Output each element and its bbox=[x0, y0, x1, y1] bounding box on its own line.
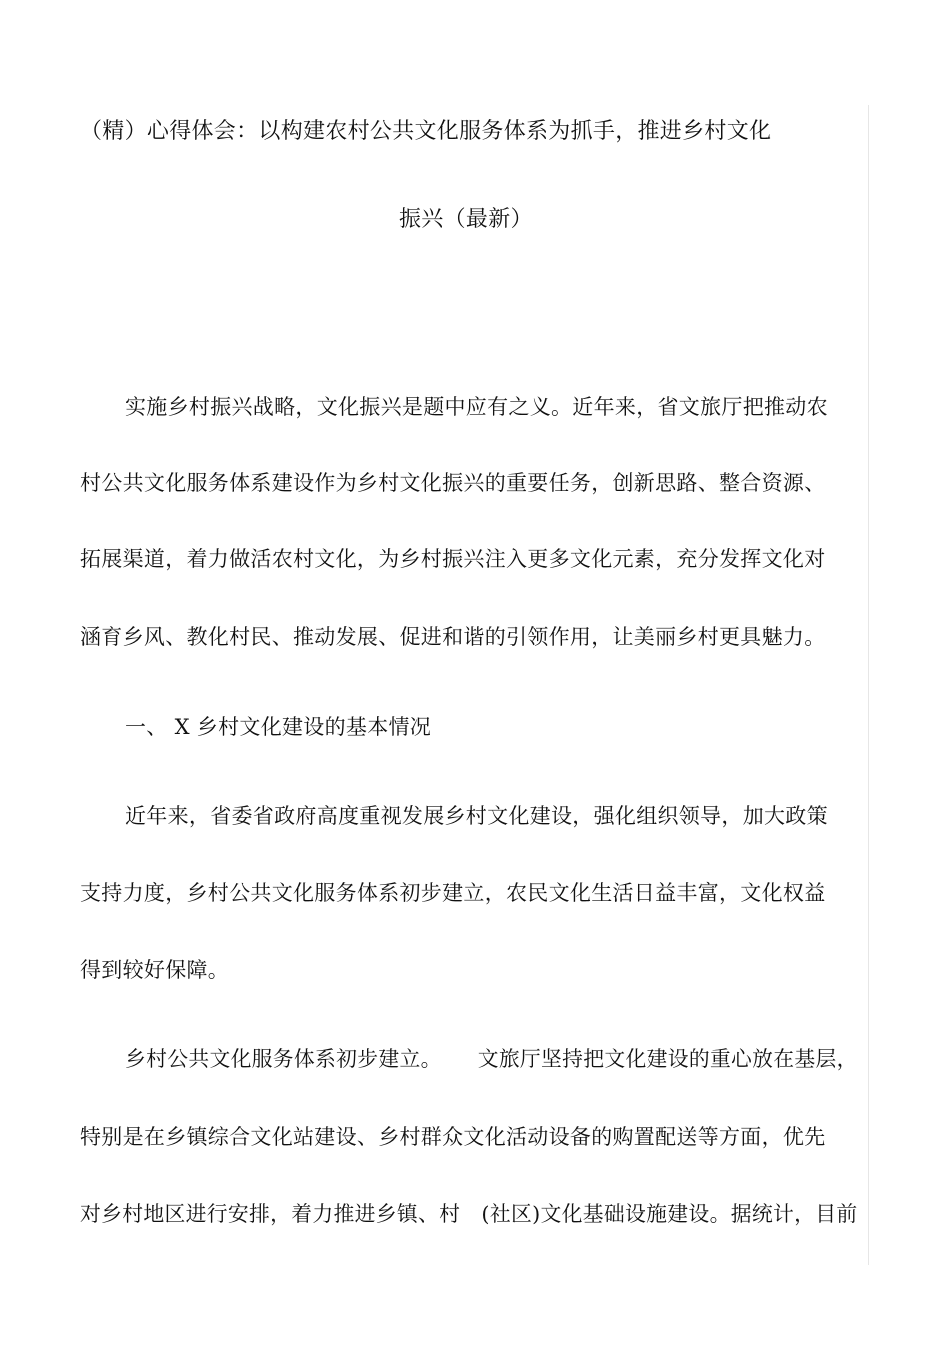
paragraph-lead: 乡村公共文化服务体系初步建立。 bbox=[125, 1047, 442, 1071]
title-line-2: 振兴（最新） bbox=[399, 207, 533, 232]
paragraph-line: 特别是在乡镇综合文化站建设、乡村群众文化活动设备的购置配送等方面，优先 bbox=[80, 1125, 826, 1149]
paragraph-line bbox=[125, 1045, 858, 1073]
paragraph-line: 支持力度，乡村公共文化服务体系初步建立，农民文化生活日益丰富，文化权益 bbox=[80, 881, 826, 905]
paragraph-line: 村公共文化服务体系建设作为乡村文化振兴的重要任务，创新思路、整合资源、 bbox=[80, 471, 826, 495]
paragraph-line: 得到较好保障。 bbox=[80, 958, 230, 982]
page-edge-rule bbox=[868, 105, 869, 1265]
title-line-1: （精）心得体会：以构建农村公共文化服务体系为抓手，推进乡村文化 bbox=[80, 119, 772, 144]
paragraph-line: 实施乡村振兴战略，文化振兴是题中应有之义。近年来，省文旅厅把推动农 bbox=[125, 395, 828, 419]
paragraph-lead-rest: 文旅厅坚持把文化建设的重心放在基层， bbox=[477, 1047, 858, 1071]
paragraph-line: 涵育乡风、教化村民、推动发展、促进和谐的引领作用，让美丽乡村更具魅力。 bbox=[80, 625, 826, 649]
paragraph-line: 近年来，省委省政府高度重视发展乡村文化建设，强化组织领导，加大政策 bbox=[125, 804, 828, 828]
section-heading-text: 一、 X 乡村文化建设的基本情况 bbox=[125, 715, 432, 739]
paragraph-line: 拓展渠道，着力做活农村文化，为乡村振兴注入更多文化元素，充分发挥文化对 bbox=[80, 547, 826, 571]
paragraph-line: 对乡村地区进行安排，着力推进乡镇、村 (社区)文化基础设施建设。据统计，目前 bbox=[80, 1202, 858, 1226]
